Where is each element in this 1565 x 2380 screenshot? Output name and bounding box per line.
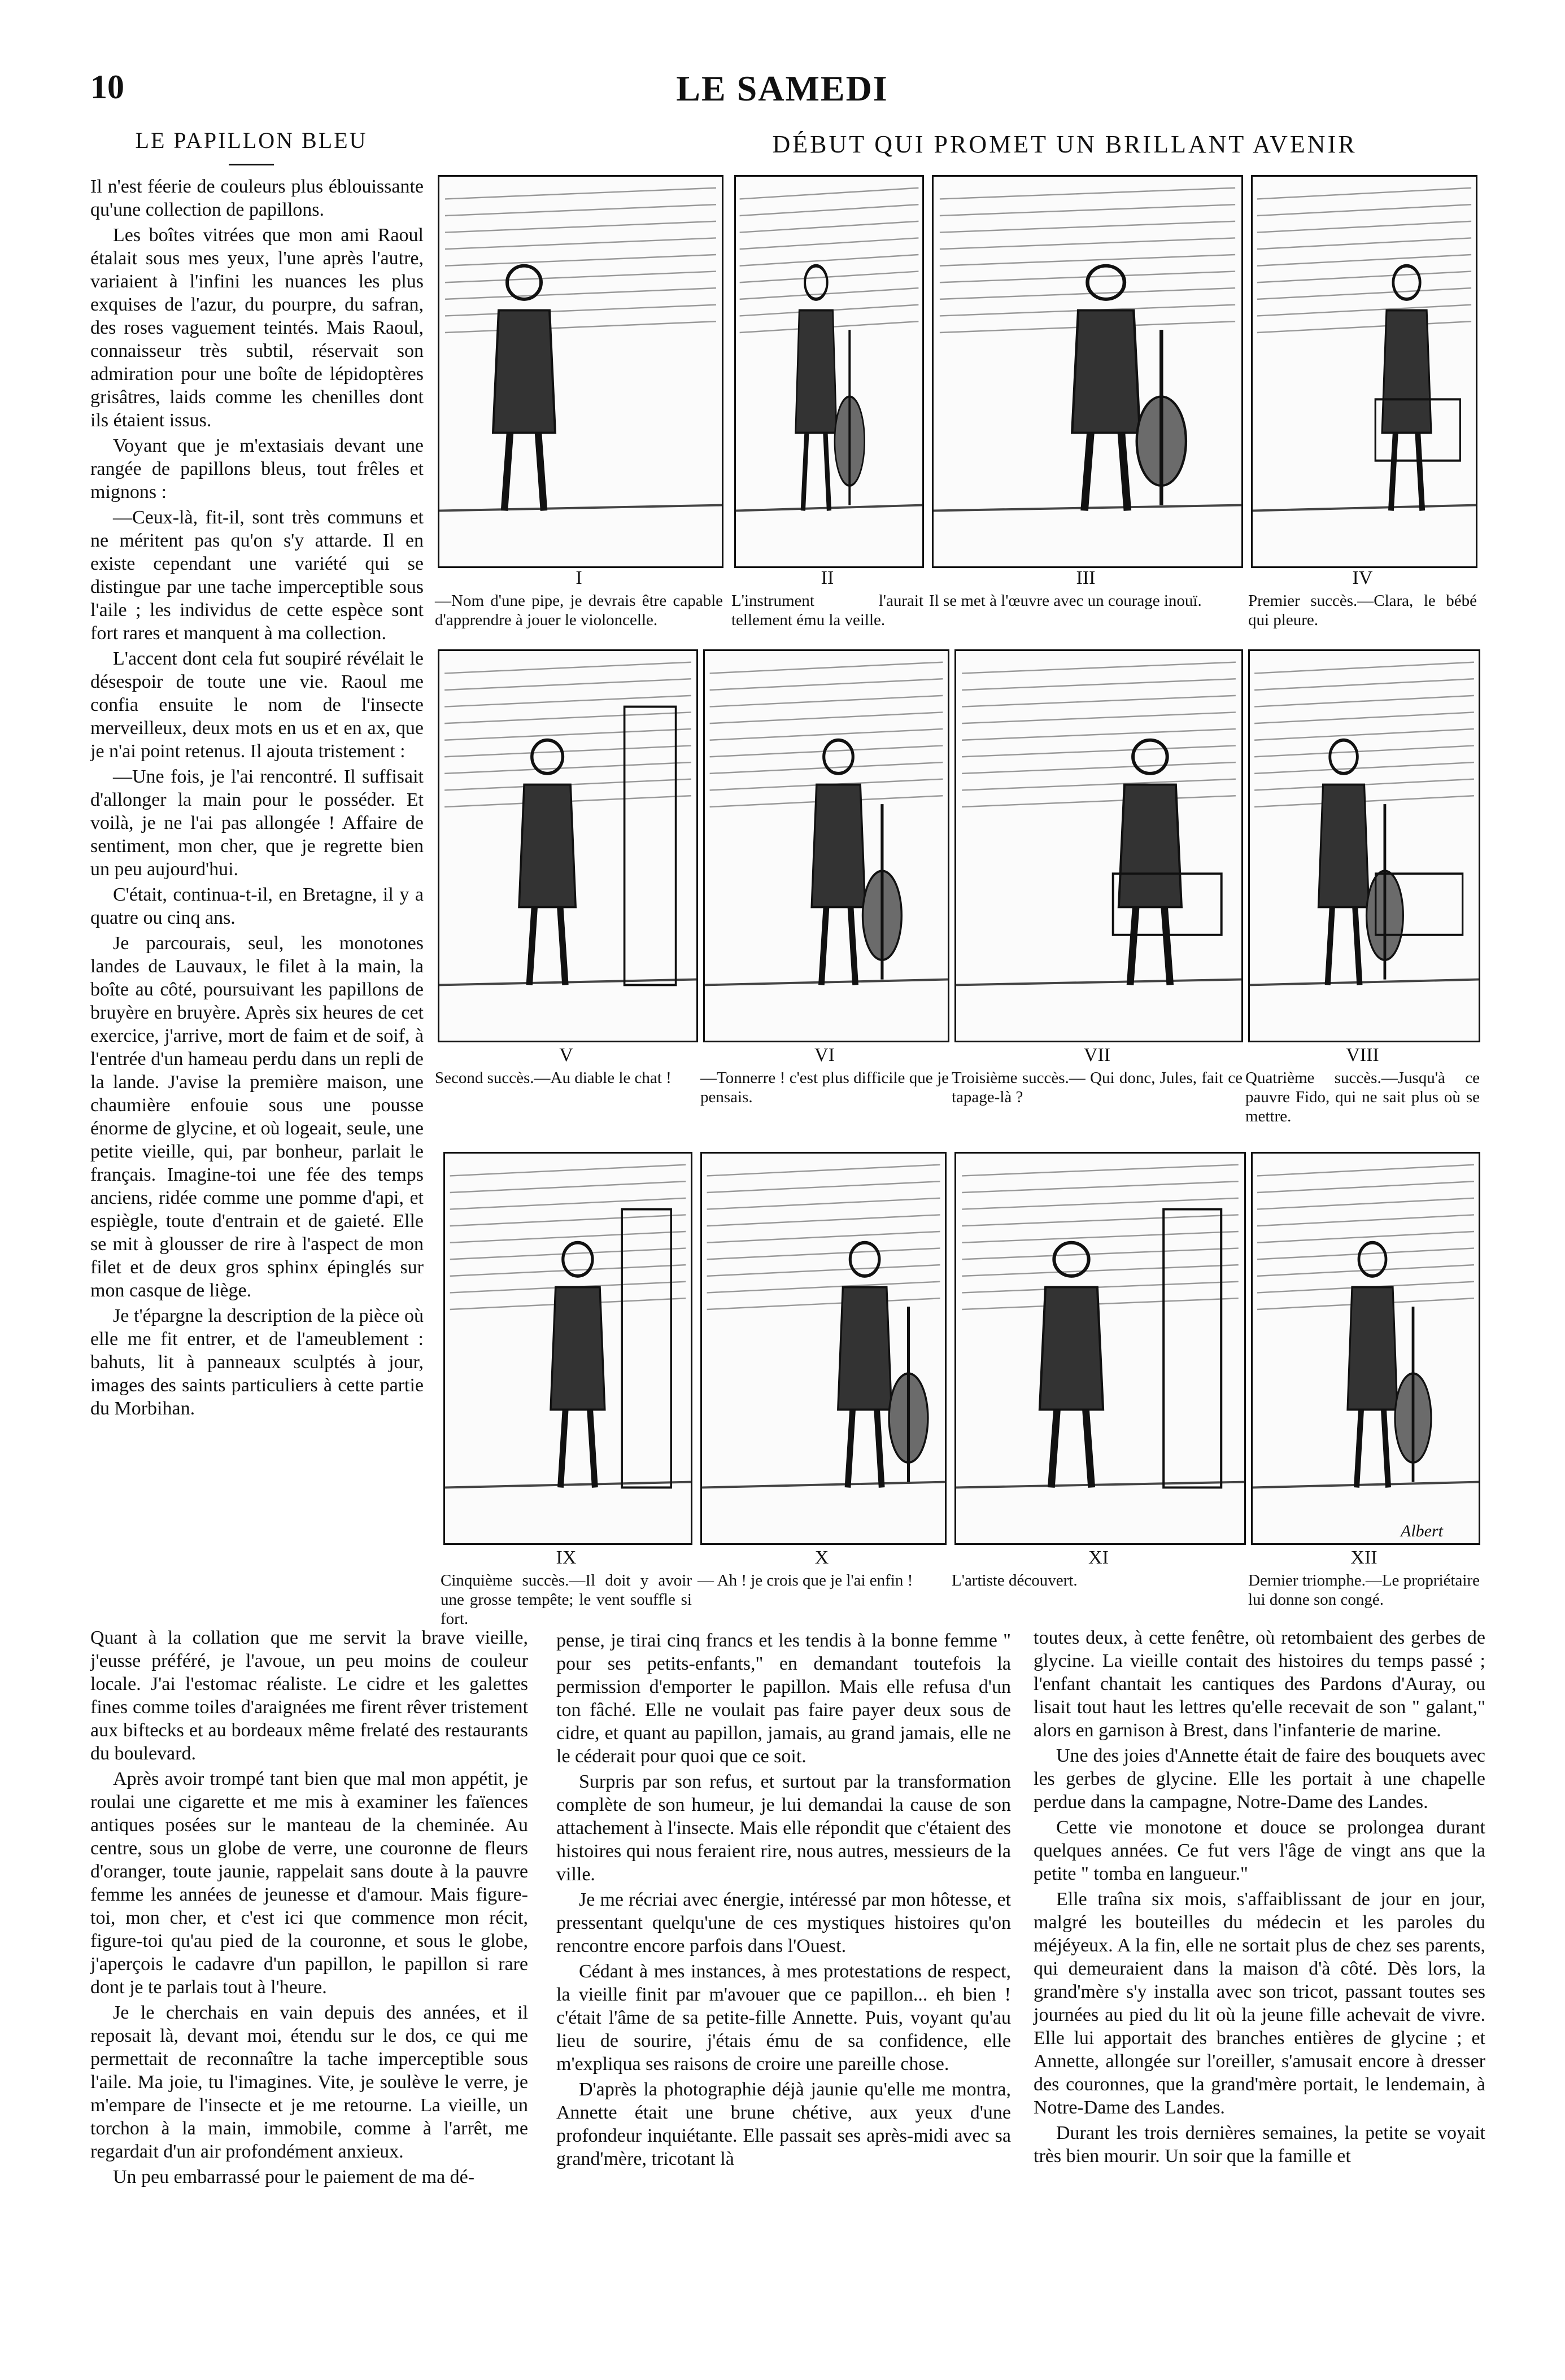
panel-numeral: VI (814, 1045, 835, 1065)
panel-caption: Il se met à l'œuvre avec un courage inouï. (929, 592, 1202, 610)
artist-signature: Albert (1401, 1522, 1443, 1540)
woman-listening-illustration (445, 1154, 691, 1543)
journal-title: LE SAMEDI (676, 68, 888, 108)
paragraph: Il n'est féerie de couleurs plus éblouissante qu'une collection de papillons. (90, 176, 424, 220)
panel-numeral: IX (556, 1547, 577, 1568)
panel-caption: Second succès.—Au diable le chat ! (435, 1069, 672, 1087)
article-column-1-bottom (90, 1626, 528, 2191)
comic-panel-10 (700, 1152, 947, 1545)
title-rule (229, 164, 274, 165)
paragraph: Durant les trois dernières semaines, la petite se voyait très bien mourir. Un soir que la famille et (1034, 2123, 1485, 2167)
paragraph: Cédant à mes instances, à mes protestations de respect, la vieille finit par m'avouer que ce papillon... eh bien ! c'était l'âme de sa petite-fille Annette. Puis, voyant qu'au lieu de sourire, j'étais ému de sa confidence, elle m'expliqua ses raisons de croire une pareille chose. (556, 1961, 1011, 2075)
paragraph: Après avoir trompé tant bien que mal mon appétit, je roulai une cigarette et me mis à examiner les faïences antiques posées sur le manteau de la cheminée. Au centre, sous un globe de verre, une couronne de fleurs d'oranger, toute jaunie, rappelait sans doute à la pauvre femme les années de jeunesse et d'amour. Mais figure-toi, mon cher, et c'est ici que commence mon récit, figure-toi qu'au pied de la couronne, et sous le globe, j'aperçois le cadavre d'un papillon, le papillon si rare dont je te parlais tout à l'heure. (90, 1768, 528, 1998)
page-number: 10 (90, 68, 124, 106)
paragraph: Une des joies d'Annette était de faire des bouquets avec les gerbes de glycine. Elle les portait à une chapelle perdue dans la campagne, Notre-Dame des Landes. (1034, 1745, 1485, 1813)
article-column-1 (90, 175, 424, 1422)
comic-panel-5 (438, 649, 698, 1042)
artist-discovered-illustration (956, 1154, 1244, 1543)
paragraph: Quant à la collation que me servit la brave vieille, j'eusse préféré, je l'avoue, un peu moins de couleur locale. J'ai l'estomac réaliste. Le cidre et les galettes fines comme toiles d'araignées me firent rêver tristement aux biftecks et au bordeaux même frelaté des restaurants du boulevard. (90, 1627, 528, 1764)
comic-panel-9 (443, 1152, 692, 1545)
paragraph: —Une fois, je l'ai rencontré. Il suffisait d'allonger la main pour le posséder. Et voilà, je ne l'ai pas allongée ! Affaire de sentiment, mon cher, que je regrette bien un peu aujourd'hui. (90, 766, 424, 880)
comic-panel-1 (438, 175, 723, 568)
table-scene-illustration (1253, 177, 1476, 566)
article-title: LE PAPILLON BLEU (135, 128, 368, 153)
comic-panel-12 (1251, 1152, 1480, 1545)
panel-caption: — Ah ! je crois que je l'ai enfin ! (698, 1571, 913, 1589)
pianist-singer-illustration (956, 651, 1241, 1041)
comic-panel-4 (1251, 175, 1477, 568)
paragraph: pense, je tirai cinq francs et les tendis à la bonne femme " pour ses petits-enfants," en demandant toutefois la permission d'emporter le papillon. Mais elle refusa d'un ton fâché. Elle ne voulait pas faire payer deux sous de cidre, et quant au papillon, jamais, au grand jamais, elle ne le céderait pour quoi que ce soit. (556, 1630, 1011, 1767)
paragraph: Voyant que je m'extasiais devant une rangée de papillons bleus, tout frêles et mignons : (90, 435, 424, 503)
comic-panel-8 (1248, 649, 1480, 1042)
paragraph: Je parcourais, seul, les monotones landes de Lauvaux, le filet à la main, la boîte au côté, poursuivant les papillons de bruyère en bruyère. Après six heures de cet exercice, j'arrive, mort de faim et de soif, à l'entrée d'un hameau perdu dans un repli de la lande. J'avise la première maison, une chaumière enfouie sous une pousse énorme de glycine, et où logeait, seule, une petite vieille, qui, par bonheur, parlait le français. Imagine-toi une fée des temps anciens, ridée comme une pomme d'api, et espiègle, toute d'entrain et de gaieté. Elle se mit à glousser de rire à l'aspect de mon filet et de deux gros sphinx épinglés sur mon casque de liège. (90, 933, 424, 1301)
panel-caption: —Nom d'une pipe, je devrais être capable d'apprendre à jouer le violoncelle. (435, 592, 723, 629)
musician-orchestra-illustration (736, 177, 922, 566)
paragraph: Cette vie monotone et douce se prolongea durant quelques années. Ce fut vers l'âge de vingt ans que la petite " tomba en langueur." (1034, 1817, 1485, 1884)
panel-caption: L'instrument l'aurait tellement ému la veille. (731, 592, 923, 629)
panel-caption: Dernier triomphe.—Le propriétaire lui donne son congé. (1248, 1571, 1480, 1609)
comic-panel-11 (954, 1152, 1246, 1545)
comic-panel-2 (734, 175, 924, 568)
comic-panel-6 (703, 649, 949, 1042)
article-column-2 (556, 1629, 1011, 2173)
panel-numeral: X (814, 1547, 829, 1568)
comic-panel-7 (954, 649, 1243, 1042)
article-column-3 (1034, 1626, 1485, 2170)
panel-numeral: III (1076, 567, 1096, 588)
figure-top-hat-illustration (439, 177, 722, 566)
fido-dog-illustration (1250, 651, 1479, 1041)
comic-panel-3 (932, 175, 1243, 568)
panel-caption: —Tonnerre ! c'est plus difficile que je pensais. (700, 1069, 949, 1106)
paragraph: Un peu embarrassé pour le paiement de ma dé- (113, 2167, 475, 2187)
man-with-cat-illustration (439, 651, 696, 1041)
panel-numeral: IV (1352, 567, 1373, 588)
panel-numeral: XI (1088, 1547, 1109, 1568)
panel-caption: Cinquième succès.—Il doit y avoir une grosse tempête; le vent souffle si fort. (441, 1571, 692, 1628)
paragraph: —Ceux-là, fit-il, sont très communs et ne méritent pas qu'on s'y attarde. Il en existe cependant une variété qui se distingue par une tache imperceptible sous l'aile ; les individus de cette espèce sont fort rares et manquent à ma collection. (90, 507, 424, 644)
cellist-chair-illustration (702, 1154, 945, 1543)
cellist-practice-illustration (934, 177, 1241, 566)
panel-caption: L'artiste découvert. (952, 1571, 1078, 1589)
paragraph: Je le cherchais en vain depuis des années, et il reposait là, devant moi, étendu sur le dos, ce qui me permettait de reconnaître la tache imperceptible sous l'aile. Ma joie, tu l'imagines. Vite, je soulève le verre, je m'empare de l'insecte et je me retourne. La vieille, un torchon à la main, immobile, comme à l'arrêt, me regardait d'un air profondément anxieux. (90, 2002, 528, 2162)
panel-numeral: VII (1083, 1045, 1111, 1065)
paragraph: toutes deux, à cette fenêtre, où retombaient des gerbes de glycine. La vieille contait des histoires du temps passé ; l'enfant chantait les cantiques des Pardons d'Auray, ou lisait tout haut les lettres qu'elle recevait de son " galant," alors en garnison à Brest, dans l'infanterie de marine. (1034, 1627, 1485, 1741)
panel-caption: Troisième succès.— Qui donc, Jules, fait ce tapage-là ? (952, 1069, 1243, 1106)
cellist-standing-illustration (1253, 1154, 1479, 1543)
paragraph: Je me récriai avec énergie, intéressé par mon hôtesse, et pressentant quelqu'une de ces mystiques histoires qu'on rencontre encore parfois dans l'Ouest. (556, 1889, 1011, 1957)
paragraph: C'était, continua-t-il, en Bretagne, il y a quatre ou cinq ans. (90, 884, 424, 928)
panel-numeral: V (559, 1045, 573, 1065)
paragraph: D'après la photographie déjà jaunie qu'elle me montra, Annette était une brune chétive, aux yeux d'une profondeur inquiétante. Elle passait ses après-midi avec sa grand'mère, tricotant là (556, 2079, 1011, 2169)
panel-numeral: VIII (1346, 1045, 1379, 1065)
paragraph: Je t'épargne la description de la pièce où elle me fit entrer, et de l'ameublement : bahuts, lit à panneaux sculptés à jour, images des saints particuliers à cette partie du Morbihan. (90, 1305, 424, 1419)
paragraph: Les boîtes vitrées que mon ami Raoul étalait sous mes yeux, l'une après l'autre, variaient à l'infini les nuances les plus exquises de l'azur, du pourpre, du safran, des roses vaguement teintés. Mais Raoul, connaisseur très subtil, réservait son admiration pour une boîte de lépidoptères grisâtres, laids comme les chenilles dont ils étaient issus. (90, 225, 424, 431)
panel-numeral: XII (1350, 1547, 1377, 1568)
paragraph: L'accent dont cela fut soupiré révélait le désespoir de toute une vie. Raoul me confia ensuite le nom de l'insecte merveilleux, deux mots en us et en ax, que je n'ai point retenus. Il ajouta tristement : (90, 648, 424, 762)
paragraph: Elle traîna six mois, s'affaiblissant de jour en jour, malgré les bouteilles du médecin et les paroles du méjéyeux. A la fin, elle ne sortait plus de chez ses parents, qui demeuraient dans la maison d'à côté. Dès lors, la grand'mère s'y installa avec son tricot, passant toutes ses journées au pied du lit où la jeune fille achevait de vivre. Elle lui apportait des branches entières de glycine ; et Annette, allongée sur l'oreiller, s'amusait encore à dresser des couronnes, que la grand'mère portait, le lendemain, à Notre-Dame des Landes. (1034, 1889, 1485, 2118)
panel-caption: Quatrième succès.—Jusqu'à ce pauvre Fido, qui ne sait plus où se mettre. (1245, 1069, 1480, 1125)
comic-title: DÉBUT QUI PROMET UN BRILLANT AVENIR (772, 130, 1357, 158)
panel-numeral: I (576, 567, 582, 588)
paragraph: Surpris par son refus, et surtout par la transformation complète de son humeur, je lui demandai la cause de son attachement à l'insecte. Mais elle répondit que c'étaient des histoires qui nous feraient rire, nous autres, messieurs de la ville. (556, 1771, 1011, 1885)
panel-caption: Premier succès.—Clara, le bébé qui pleure. (1248, 592, 1477, 629)
cellist-seated-illustration (705, 651, 948, 1041)
panel-numeral: II (821, 567, 834, 588)
